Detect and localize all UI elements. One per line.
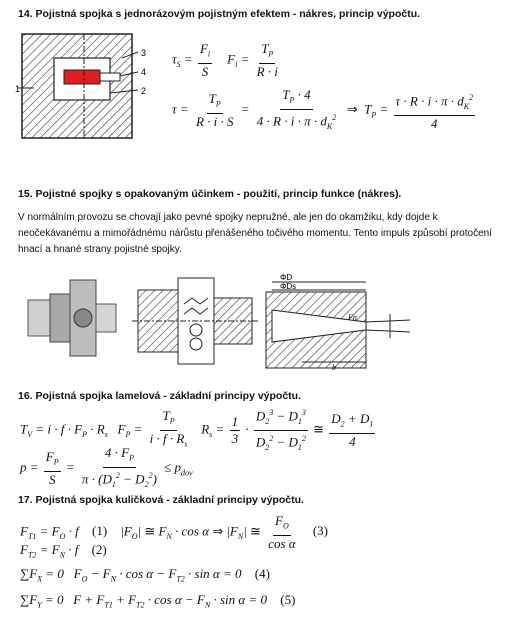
spring-ball-coupling-figure (132, 270, 258, 372)
friction-cone-figure (262, 270, 412, 372)
coupling-photo-figure (14, 270, 124, 370)
shear-pin-coupling-figure (14, 28, 164, 146)
formula-14-torque: τ = $\frac{T_P}{R \cdot i \cdot S}$ = $\frac{T_P \cdot 4}{4 \cdot R \cdot i \cdot \pi \cdot d_K^2}$ ⇒ $T_P$ = $\frac{\tau \cdot R \cdot i \cdot \pi \cdot d_K^2}{4}$ (172, 87, 474, 131)
formula-14-shear-stress: $\tau_S$ = $\frac{F_i}{S}$ $F_i$ = $\frac{T_P}{R \cdot i}$ (172, 41, 278, 79)
fig14-label-3: 3 (141, 48, 147, 58)
formula-17-eq4: $\sum F_X = 0$ $F_O - F_N \cdot \cos \alpha - F_{T2} \cdot \sin \alpha = 0$ (4) (20, 566, 270, 584)
formula-16-torque: $T_V = i \cdot f \cdot F_P \cdot R_s$ $F_P$ = $\frac{T_P}{i \cdot f \cdot R_s}$ $R_s$ = $\frac{1}{3}$ · $\frac{D_2^3 - D_1^3}{D_2^2 - D_1^2}$ ≅ $\frac{D_2 + D_1}{4}$ (20, 408, 374, 452)
section-17-heading: 17. Pojistná spojka kuličková - základní principy výpočtu. (18, 494, 304, 506)
eq-number-3: (3) (312, 523, 329, 539)
fig14-label-4: 4 (141, 67, 147, 77)
fig15-label-fn: Fn (348, 313, 357, 322)
formula-17-eq1-eq3: $F_{T1} = F_O \cdot f$ (1) $|F_O|$ ≅ $F_N \cdot \cos \alpha$ ⇒ $|F_N|$ ≅ $\frac{F_O}{\text{cos α}}$ (3) (20, 513, 329, 551)
fig14-label-2: 2 (141, 86, 147, 96)
formula-17-eq2: $F_{T2} = F_N \cdot f$ (2) (20, 542, 107, 560)
section-16-heading: 16. Pojistná spojka lamelová - základní principy výpočtu. (18, 390, 302, 402)
fig15-label-phiDs: ΦDs (280, 282, 297, 291)
formula-17-eq5: $\sum F_Y = 0$ $F + F_{T1} + F_{T2} \cdot \cos \alpha - F_N \cdot \sin \alpha = 0$ (5) (20, 592, 296, 610)
eq-number-4: (4) (254, 566, 270, 581)
fig15-label-phiD: ΦD (280, 273, 293, 282)
eq-number-2: (2) (91, 542, 107, 557)
section-15-heading: 15. Pojistné spojky s opakovaným účinkem - použití, princip funkce (nákres). (18, 188, 402, 200)
fig14-label-1: 1 (15, 84, 21, 94)
formula-16-pressure: p = $\frac{F_P}{S}$ = $\frac{4 \cdot F_P}{\pi \cdot (D_1^2 - D_2^2)}$ ≤ $p_{dov}$ (20, 445, 193, 489)
section-14-heading: 14. Pojistná spojka s jednorázovým pojistným efektem - nákres, princip výpočtu. (18, 8, 421, 20)
eq-number-5: (5) (280, 592, 296, 607)
fig15-label-b: b (332, 363, 336, 372)
section-15-paragraph: V normálním provozu se chovají jako pevné spojky nepružné, ale jen do okamžiku, kdy dojde k neočekávanému a mimořádnému nárůstu přenášeného točivého momentu. Tento impuls způsobí protočení hnací a hnané strany pojistné spojky. (18, 212, 492, 255)
eq-number-1: (1) (92, 523, 108, 539)
